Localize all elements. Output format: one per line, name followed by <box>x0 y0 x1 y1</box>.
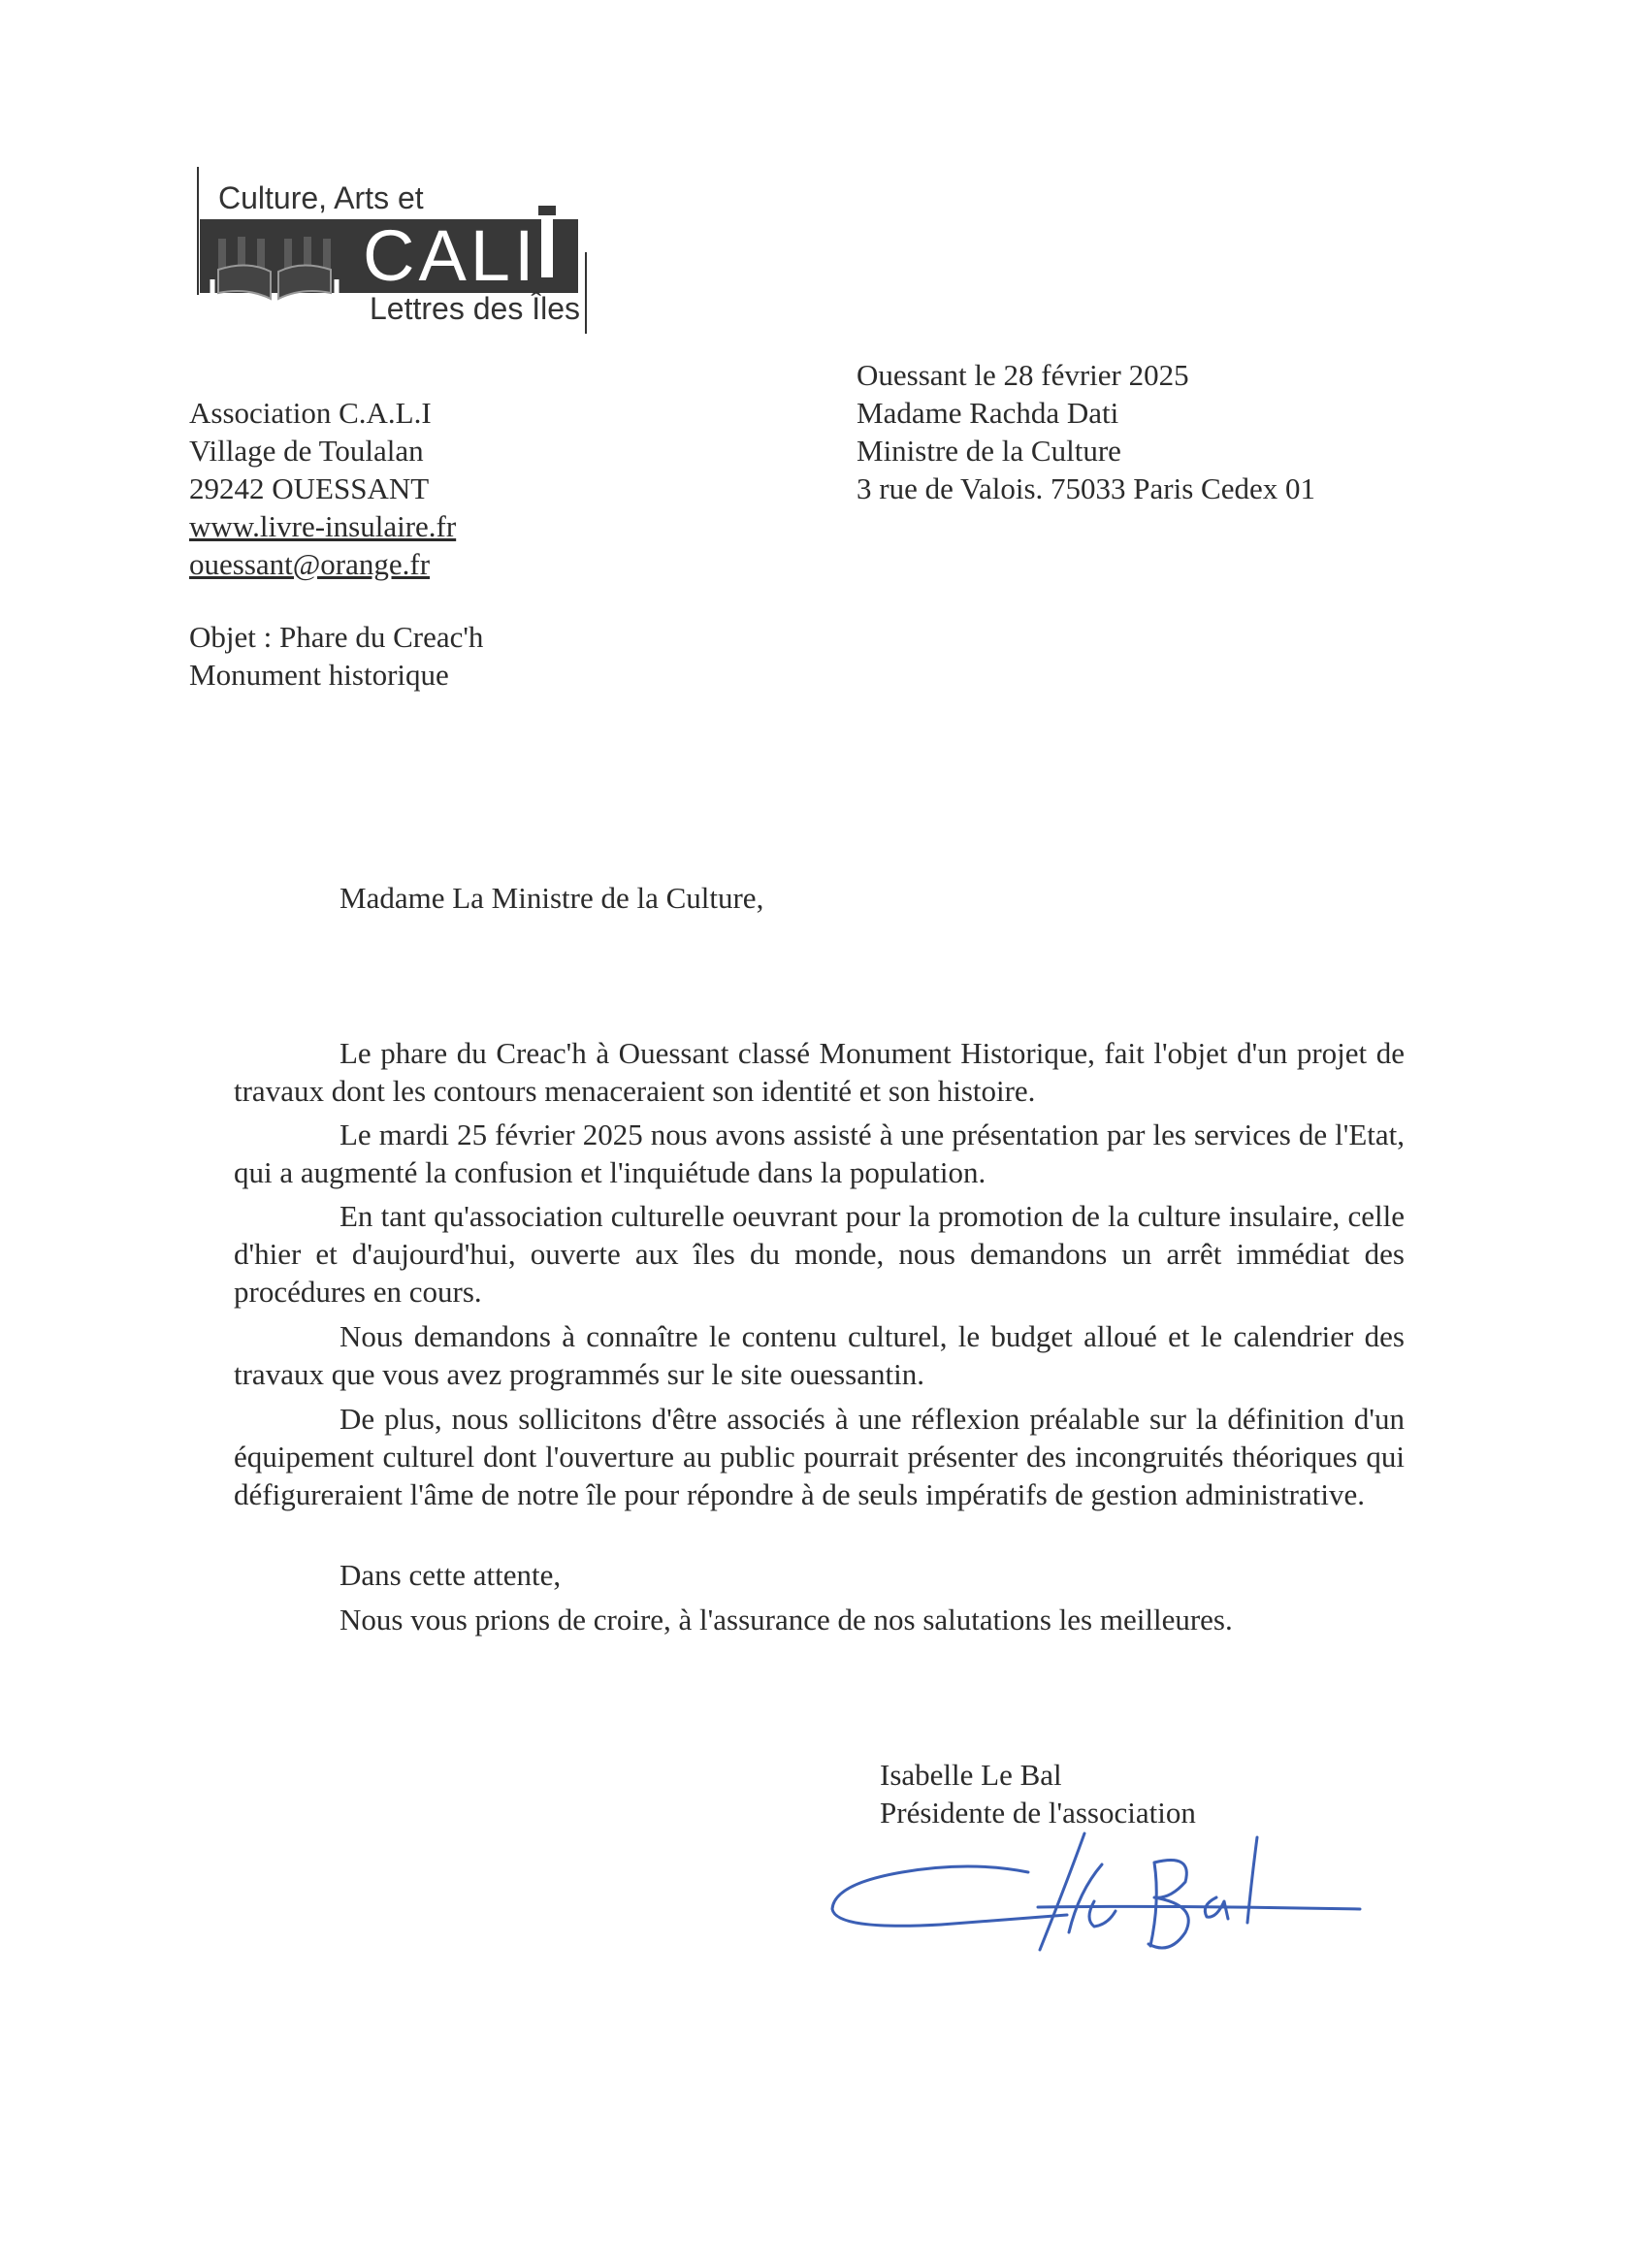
sender-email-link[interactable]: ouessant@orange.fr <box>189 547 431 581</box>
logo-left-rule <box>197 167 199 295</box>
paragraph-3: En tant qu'association culturelle oeuvrant pour la promotion de la culture insulaire, celle d'hier et d'aujourd'hui, ouverte aux îles du monde, nous demandons un arrêt immédiat des procédures en cours. <box>234 1199 1405 1309</box>
recipient-name: Madame Rachda Dati <box>857 396 1119 430</box>
sender-name: Association C.A.L.I <box>189 396 432 430</box>
cali-logo <box>197 167 587 334</box>
sender-street: Village de Toulalan <box>189 434 424 468</box>
handwritten-signature <box>824 1824 1368 1969</box>
logo-top-text: Culture, Arts et <box>218 180 424 215</box>
paragraph-2: Le mardi 25 février 2025 nous avons assisté à une présentation par les services de l'Etat, qui a augmenté la confusion et l'inquiétude dans la population. <box>234 1118 1405 1189</box>
subject-line: Objet : Phare du Creac'h <box>189 620 484 654</box>
logo-right-rule <box>585 252 587 334</box>
sender-website-link[interactable]: www.livre-insulaire.fr <box>189 509 457 543</box>
salutation: Madame La Ministre de la Culture, <box>340 881 764 915</box>
paragraph-5: De plus, nous sollicitons d'être associés à une réflexion préalable sur la définition d'un équipement culturel dont l'ouverture au public pourrait présenter des incongruités théoriques qui défigureraient l'âme de notre île pour répondre à de seuls impératifs de gestion administrative. <box>234 1402 1405 1511</box>
recipient-address: 3 rue de Valois. 75033 Paris Cedex 01 <box>857 471 1315 505</box>
closing-line: Dans cette attente, <box>340 1558 562 1592</box>
signatory-name: Isabelle Le Bal <box>880 1758 1062 1792</box>
sender-city: 29242 OUESSANT <box>189 471 430 505</box>
logo-wordmark: CALI <box>363 215 538 296</box>
recipient-title: Ministre de la Culture <box>857 434 1121 468</box>
signatory-role: Présidente de l'association <box>880 1796 1196 1830</box>
subject-line-2: Monument historique <box>189 658 449 692</box>
paragraph-4: Nous demandons à connaître le contenu culturel, le budget alloué et le calendrier des travaux que vous avez programmés sur le site ouessantin. <box>234 1319 1405 1391</box>
lighthouse-icon <box>533 206 562 283</box>
logo-bottom-text: Lettres des Îles <box>370 291 580 326</box>
paragraph-1: Le phare du Creac'h à Ouessant classé Monument Historique, fait l'objet d'un projet de travaux dont les contours menaceraient son identité et son histoire. <box>234 1036 1405 1108</box>
book-icon <box>209 233 354 307</box>
date-line: Ouessant le 28 février 2025 <box>857 358 1189 392</box>
closing-formula: Nous vous prions de croire, à l'assurance de nos salutations les meilleures. <box>340 1603 1233 1636</box>
